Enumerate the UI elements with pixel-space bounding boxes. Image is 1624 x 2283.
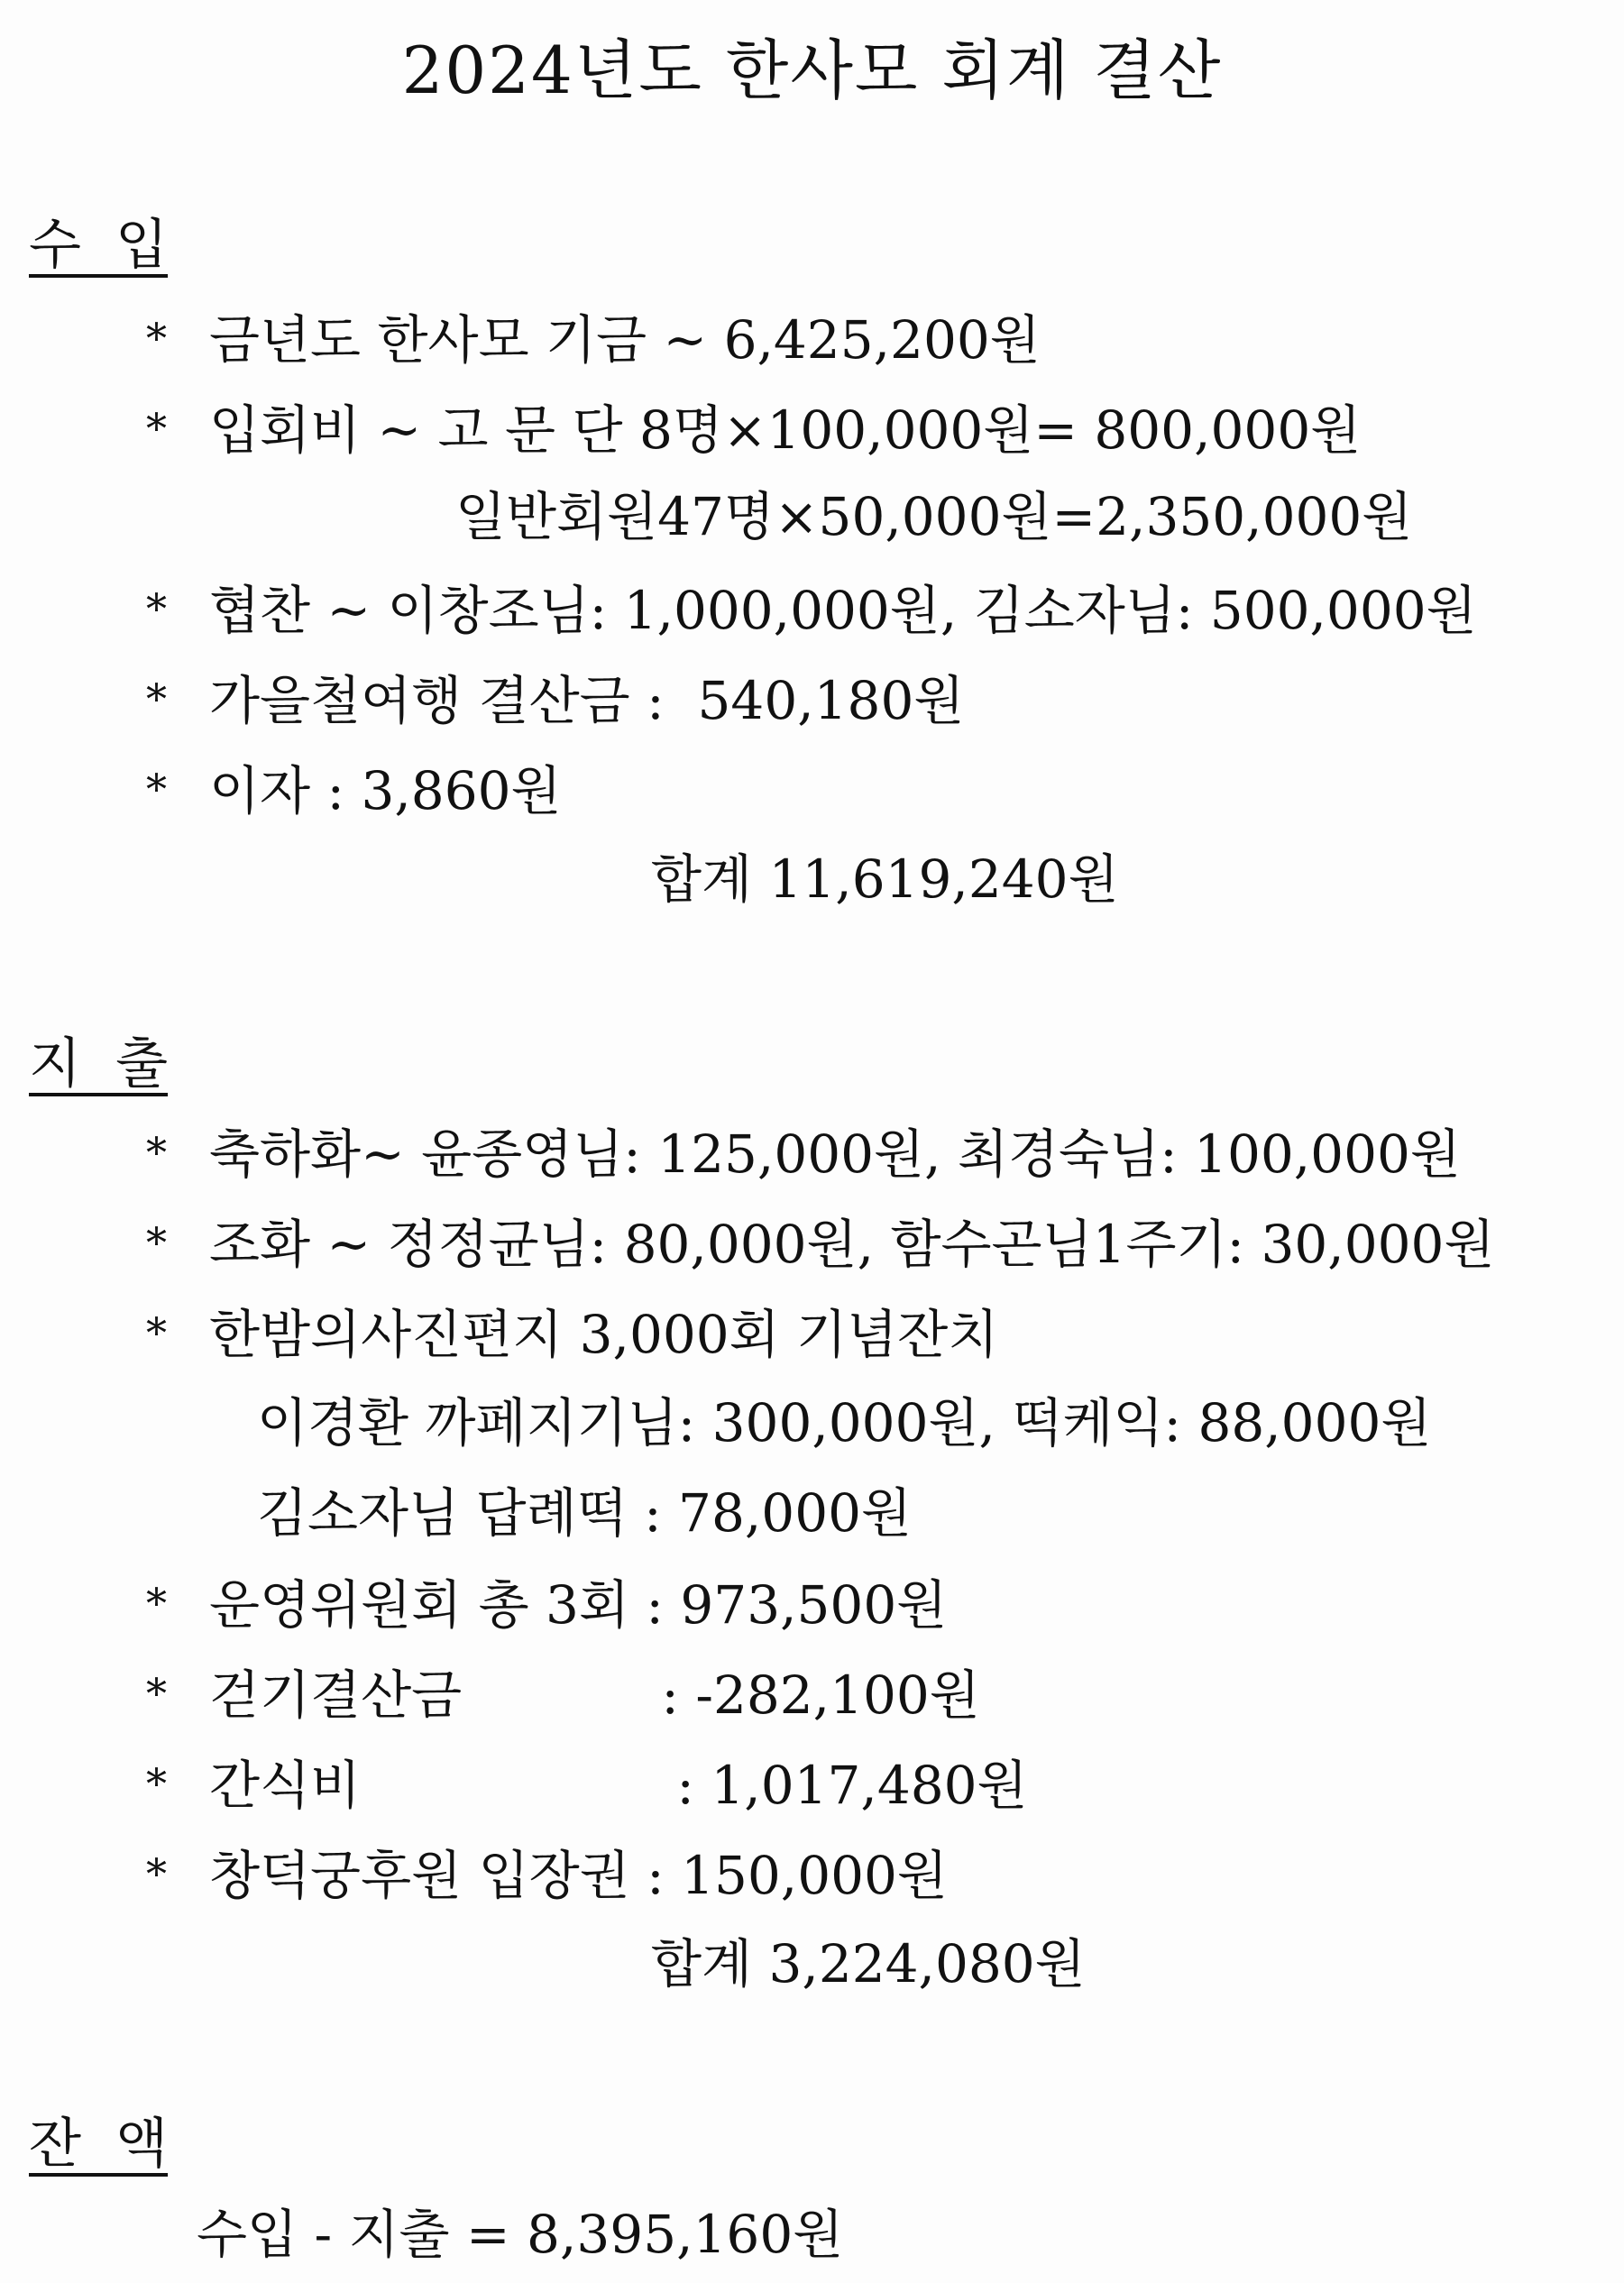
income-item-fund bbox=[146, 302, 1041, 376]
income-item-text: 금년도 한사모 기금 ~ 6,425,200원 bbox=[209, 309, 1041, 371]
bullet-star: * bbox=[146, 404, 167, 453]
expense-item-palace-tickets bbox=[146, 1838, 948, 1912]
expense-item-text: 운영위원회 총 3회 : 973,500원 bbox=[209, 1574, 948, 1636]
expense-item-text: 축하화~ 윤종영님: 125,000원, 최경숙님: 100,000원 bbox=[209, 1123, 1461, 1185]
income-item-sponsorship bbox=[146, 573, 1477, 646]
income-heading: 수 입 bbox=[29, 214, 169, 277]
expense-subitem-rice-cake: 김소자님 답례떡 : 78,000원 bbox=[257, 1482, 913, 1544]
income-item-autumn-trip bbox=[146, 663, 964, 737]
bullet-star: * bbox=[146, 584, 167, 633]
expense-item-text: 조화 ~ 정정균님: 80,000원, 함수곤님1주기: 30,000원 bbox=[209, 1214, 1495, 1275]
expense-total: 합계 3,224,080원 bbox=[651, 1933, 1086, 1994]
income-item-interest bbox=[146, 753, 562, 827]
bullet-star: * bbox=[146, 314, 167, 362]
expense-subitem-cafe-cake: 이경환 까페지기님: 300,000원, 떡케익: 88,000원 bbox=[257, 1392, 1432, 1453]
balance-line: 수입 - 지출 = 8,395,160원 bbox=[197, 2204, 844, 2265]
expense-item-text: 걷기결산금 : -282,100원 bbox=[209, 1664, 980, 1726]
expense-item-text: 간식비 : 1,017,480원 bbox=[209, 1755, 1028, 1816]
income-item-text: 가을철여행 결산금 : 540,180원 bbox=[209, 670, 965, 731]
balance-heading: 잔 액 bbox=[29, 2113, 169, 2176]
bullet-star: * bbox=[146, 1218, 167, 1267]
bullet-star: * bbox=[146, 674, 167, 723]
expense-item-congrats-flowers bbox=[146, 1116, 1461, 1190]
expense-item-snacks bbox=[146, 1747, 1028, 1821]
income-item-membership-regular: 일반회원47명×50,000원=2,350,000원 bbox=[455, 486, 1413, 547]
bullet-star: * bbox=[146, 1308, 167, 1357]
income-item-text: 이자 : 3,860원 bbox=[209, 760, 562, 821]
bullet-star: * bbox=[146, 1849, 167, 1898]
expense-item-text: 한밤의사진편지 3,000회 기념잔치 bbox=[209, 1304, 999, 1365]
expense-heading: 지 출 bbox=[29, 1032, 169, 1096]
bullet-star: * bbox=[146, 1579, 167, 1627]
expense-item-text: 창덕궁후원 입장권 : 150,000원 bbox=[209, 1845, 948, 1906]
income-item-membership-advisors bbox=[146, 392, 1361, 466]
bullet-star: * bbox=[146, 1669, 167, 1718]
expense-item-walking-settlement bbox=[146, 1657, 980, 1731]
income-item-text: 입회비 ~ 고 문 단 8명×100,000원= 800,000원 bbox=[209, 399, 1362, 461]
bullet-star: * bbox=[146, 1128, 167, 1177]
document-title: 2024년도 한사모 회계 결산 bbox=[401, 32, 1223, 108]
income-total: 합계 11,619,240원 bbox=[651, 848, 1119, 910]
expense-item-committee-meetings bbox=[146, 1567, 947, 1641]
expense-item-photo-letter-party bbox=[146, 1297, 998, 1371]
expense-item-condolence-flowers bbox=[146, 1206, 1494, 1280]
income-item-text: 협찬 ~ 이창조님: 1,000,000원, 김소자님: 500,000원 bbox=[209, 580, 1477, 641]
bullet-star: * bbox=[146, 1759, 167, 1808]
bullet-star: * bbox=[146, 765, 167, 813]
